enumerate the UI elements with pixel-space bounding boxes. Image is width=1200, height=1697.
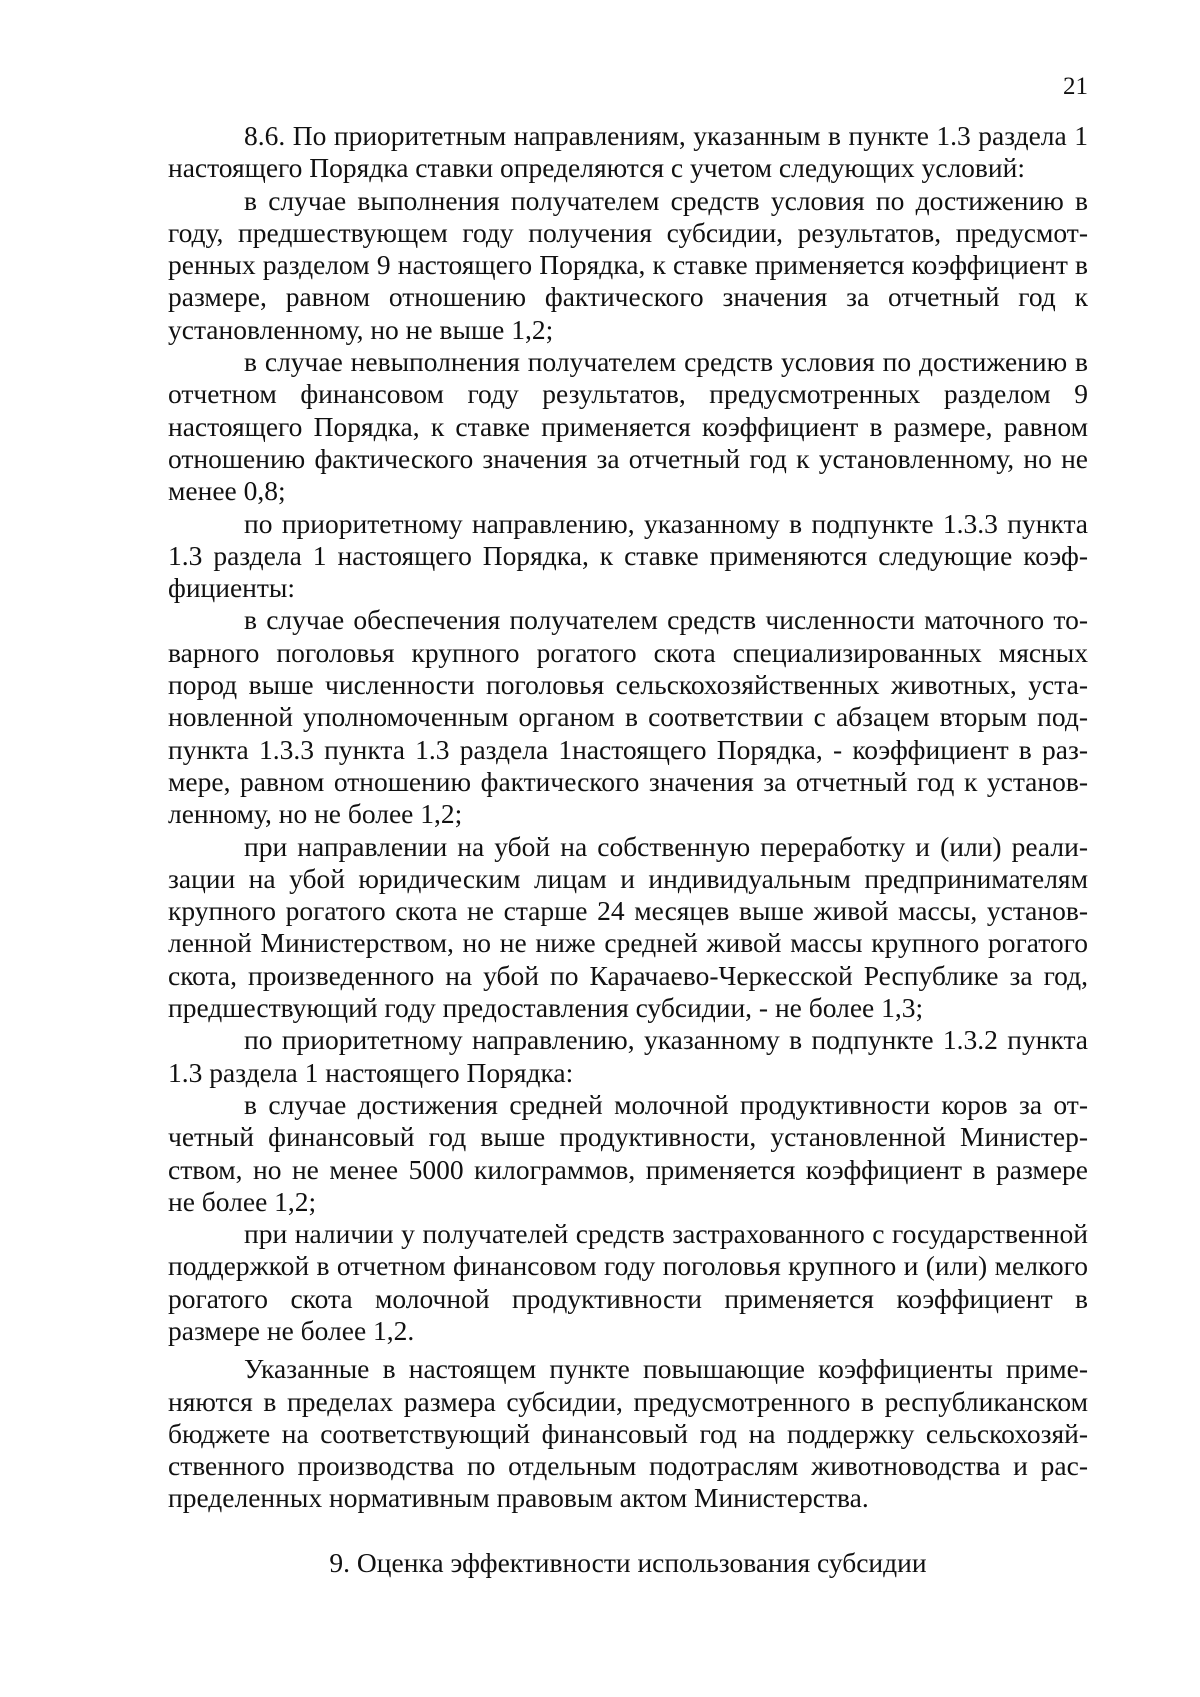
document-body <box>168 120 1088 1515</box>
page-number: 21 <box>1063 73 1088 100</box>
paragraph-slaughter: при направлении на убой на собственную переработку и (или) реализации на убой юридическим лицам и индивидуальным предпринимателям крупного рогатого скота не старше 24 месяцев выше живой массы, установленной Министерством, но не ниже средней живой массы крупного рогатого скота, произведенного на убой по Карачаево-Черкесской Республике за год, предшествующий году предоставления субсидии, - не более 1,3; <box>168 830 1088 1024</box>
paragraph-insured-livestock: при наличии у получателей средств застрахованного с государственной поддержкой в отчетном финансовом году поголовья крупного и (или) мелкого рогатого скота молочной продуктивности применяется коэффициент в размере не более 1,2. <box>168 1218 1088 1346</box>
paragraph-condition-unfulfilled: в случае невыполнения получателем средств условия по достижению в отчетном финансовом году результатов, предусмотренных разделом 9 настоящего Порядка, к ставке применяется коэффициент в размере, равном отношению фактического значения за отчетный год к установленному, но не менее 0,8; <box>168 346 1088 507</box>
section-heading: 9. Оценка эффективности использования субсидии <box>329 1547 927 1578</box>
paragraph-breeding-stock: в случае обеспечения получателем средств численности маточного товарного поголовья крупного рогатого скота специализированных мясных пород выше численности поголовья сельскохозяйственных животных, установленной уполномоченным органом в соответствии с абзацем вторым подпункта 1.3.3 пункта 1.3 раздела 1настоящего Порядка, - коэффициент в размере, равном отношению фактического значения за отчетный год к установленному, но не более 1,2; <box>168 604 1088 830</box>
paragraph-coefficients-limit: Указанные в настоящем пункте повышающие коэффициенты применяются в пределах размера субсидии, предусмотренного в республиканском бюджете на соответствующий финансовый год на поддержку сельскохозяйственного производства по отдельным подотраслям животноводства и распределенных нормативным правовым актом Министерства. <box>168 1353 1088 1514</box>
paragraph-8-6: 8.6. По приоритетным направлениям, указанным в пункте 1.3 раздела 1 настоящего Порядка ставки определяются с учетом следующих условий: <box>168 120 1088 184</box>
paragraph-milk-productivity: в случае достижения средней молочной продуктивности коров за отчетный финансовый год выше продуктивности, установленной Министерством, но не менее 5000 килограммов, применяется коэффициент в размере не более 1,2; <box>168 1088 1088 1217</box>
paragraph-priority-1-3-2: по приоритетному направлению, указанному в подпункте 1.3.2 пункта 1.3 раздела 1 настоящего Порядка: <box>168 1024 1088 1088</box>
paragraph-condition-fulfilled: в случае выполнения получателем средств условия по достижению в году, предшествующем году получения субсидии, результатов, предусмотренных разделом 9 настоящего Порядка, к ставке применяется коэффициент в размере, равном отношению фактического значения за отчетный год к установленному, но не выше 1,2; <box>168 184 1088 345</box>
paragraph-priority-1-3-3: по приоритетному направлению, указанному в подпункте 1.3.3 пункта 1.3 раздела 1 настоящего Порядка, к ставке применяются следующие коэффициенты: <box>168 507 1088 604</box>
